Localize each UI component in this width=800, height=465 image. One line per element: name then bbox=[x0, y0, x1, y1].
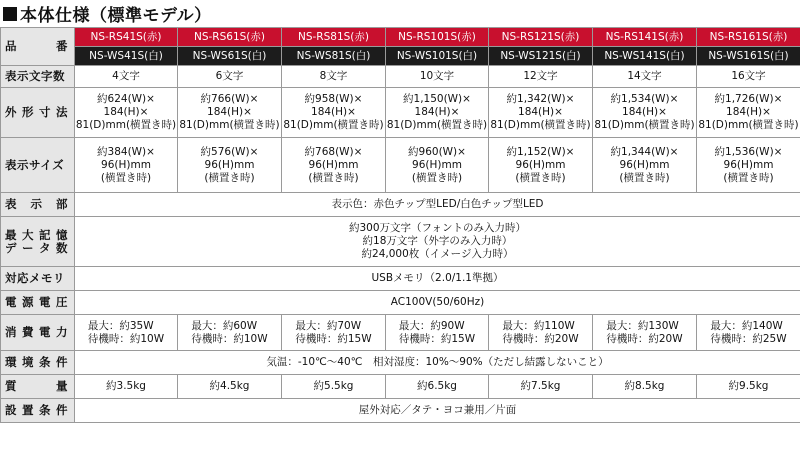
model-row-white bbox=[1, 47, 800, 66]
media-row bbox=[1, 267, 800, 291]
weight-row bbox=[1, 375, 800, 399]
disp-size-cell: 約1,536(W)× 96(H)mm (横置き時) bbox=[697, 138, 800, 193]
model-white: NS-WS81S(白) bbox=[282, 47, 386, 66]
row-label-media: 対応メモリ bbox=[1, 267, 75, 291]
display-value: 表示色：赤色チップ型LED/白色チップ型LED bbox=[75, 193, 800, 217]
chars-cell: 12文字 bbox=[489, 66, 593, 88]
title-text: 本体仕様（標準モデル） bbox=[20, 5, 212, 26]
voltage-row bbox=[1, 291, 800, 315]
row-label-dims: 外形寸法 bbox=[1, 88, 75, 138]
dims-cell: 約1,150(W)× 184(H)× 81(D)mm(横置き時) bbox=[386, 88, 489, 138]
model-red: NS-RS41S(赤) bbox=[75, 28, 178, 47]
chars-cell: 14文字 bbox=[593, 66, 697, 88]
power-cell: 最大：約70W 待機時：約15W bbox=[282, 315, 386, 351]
weight-cell: 約6.5kg bbox=[386, 375, 489, 399]
model-red: NS-RS81S(赤) bbox=[282, 28, 386, 47]
power-cell: 最大：約130W 待機時：約20W bbox=[593, 315, 697, 351]
disp-size-cell: 約576(W)× 96(H)mm (横置き時) bbox=[178, 138, 282, 193]
disp-size-cell: 約1,344(W)× 96(H)mm (横置き時) bbox=[593, 138, 697, 193]
memory-value: 約300万文字（フォントのみ入力時） 約18万文字（外字のみ入力時） 約24,000枚（イメージ入力時） bbox=[75, 217, 800, 267]
model-row-red bbox=[1, 28, 800, 47]
media-value: USBメモリ（2.0/1.1準拠） bbox=[75, 267, 800, 291]
power-cell: 最大：約35W 待機時：約10W bbox=[75, 315, 178, 351]
row-label-model: 品番 bbox=[1, 28, 75, 66]
disp-size-cell: 約768(W)× 96(H)mm (横置き時) bbox=[282, 138, 386, 193]
chars-cell: 16文字 bbox=[697, 66, 800, 88]
model-white: NS-WS141S(白) bbox=[593, 47, 697, 66]
model-red: NS-RS61S(赤) bbox=[178, 28, 282, 47]
model-red: NS-RS161S(赤) bbox=[697, 28, 800, 47]
model-red: NS-RS101S(赤) bbox=[386, 28, 489, 47]
install-row bbox=[1, 399, 800, 423]
install-value: 屋外対応／タテ・ヨコ兼用／片面 bbox=[75, 399, 800, 423]
dims-cell: 約1,726(W)× 184(H)× 81(D)mm(横置き時) bbox=[697, 88, 800, 138]
row-label-display: 表示部 bbox=[1, 193, 75, 217]
chars-cell: 10文字 bbox=[386, 66, 489, 88]
voltage-value: AC100V(50/60Hz) bbox=[75, 291, 800, 315]
disp-size-cell: 約1,152(W)× 96(H)mm (横置き時) bbox=[489, 138, 593, 193]
weight-cell: 約9.5kg bbox=[697, 375, 800, 399]
model-red: NS-RS121S(赤) bbox=[489, 28, 593, 47]
model-white: NS-WS101S(白) bbox=[386, 47, 489, 66]
chars-cell: 6文字 bbox=[178, 66, 282, 88]
row-label-power: 消費電力 bbox=[1, 315, 75, 351]
weight-cell: 約4.5kg bbox=[178, 375, 282, 399]
chars-cell: 4文字 bbox=[75, 66, 178, 88]
display-row bbox=[1, 193, 800, 217]
memory-row bbox=[1, 217, 800, 267]
weight-cell: 約7.5kg bbox=[489, 375, 593, 399]
square-bullet-icon bbox=[3, 7, 17, 21]
disp-size-cell: 約960(W)× 96(H)mm (横置き時) bbox=[386, 138, 489, 193]
row-label-chars: 表示文字数 bbox=[1, 66, 75, 88]
page-title bbox=[3, 0, 212, 26]
power-cell: 最大：約60W 待機時：約10W bbox=[178, 315, 282, 351]
dims-cell: 約1,342(W)× 184(H)× 81(D)mm(横置き時) bbox=[489, 88, 593, 138]
dims-cell: 約624(W)× 184(H)× 81(D)mm(横置き時) bbox=[75, 88, 178, 138]
chars-cell: 8文字 bbox=[282, 66, 386, 88]
dims-cell: 約766(W)× 184(H)× 81(D)mm(横置き時) bbox=[178, 88, 282, 138]
model-white: NS-WS61S(白) bbox=[178, 47, 282, 66]
row-label-disp-size: 表示サイズ bbox=[1, 138, 75, 193]
environment-row bbox=[1, 351, 800, 375]
power-cell: 最大：約140W 待機時：約25W bbox=[697, 315, 800, 351]
dims-cell: 約1,534(W)× 184(H)× 81(D)mm(横置き時) bbox=[593, 88, 697, 138]
disp-size-cell: 約384(W)× 96(H)mm (横置き時) bbox=[75, 138, 178, 193]
row-label-environment: 環境条件 bbox=[1, 351, 75, 375]
dims-row bbox=[1, 88, 800, 138]
dims-cell: 約958(W)× 184(H)× 81(D)mm(横置き時) bbox=[282, 88, 386, 138]
row-label-voltage: 電源電圧 bbox=[1, 291, 75, 315]
power-row bbox=[1, 315, 800, 351]
environment-value: 気温：-10℃～40℃ 相対湿度：10%～90%（ただし結露しないこと） bbox=[75, 351, 800, 375]
disp-size-row bbox=[1, 138, 800, 193]
row-label-memory: 最大記憶 データ数 bbox=[1, 217, 75, 267]
row-label-install: 設置条件 bbox=[1, 399, 75, 423]
model-red: NS-RS141S(赤) bbox=[593, 28, 697, 47]
model-white: NS-WS41S(白) bbox=[75, 47, 178, 66]
weight-cell: 約5.5kg bbox=[282, 375, 386, 399]
model-white: NS-WS121S(白) bbox=[489, 47, 593, 66]
power-cell: 最大：約90W 待機時：約15W bbox=[386, 315, 489, 351]
power-cell: 最大：約110W 待機時：約20W bbox=[489, 315, 593, 351]
spec-table bbox=[0, 27, 800, 423]
weight-cell: 約8.5kg bbox=[593, 375, 697, 399]
weight-cell: 約3.5kg bbox=[75, 375, 178, 399]
model-white: NS-WS161S(白) bbox=[697, 47, 800, 66]
chars-row bbox=[1, 66, 800, 88]
row-label-weight: 質量 bbox=[1, 375, 75, 399]
